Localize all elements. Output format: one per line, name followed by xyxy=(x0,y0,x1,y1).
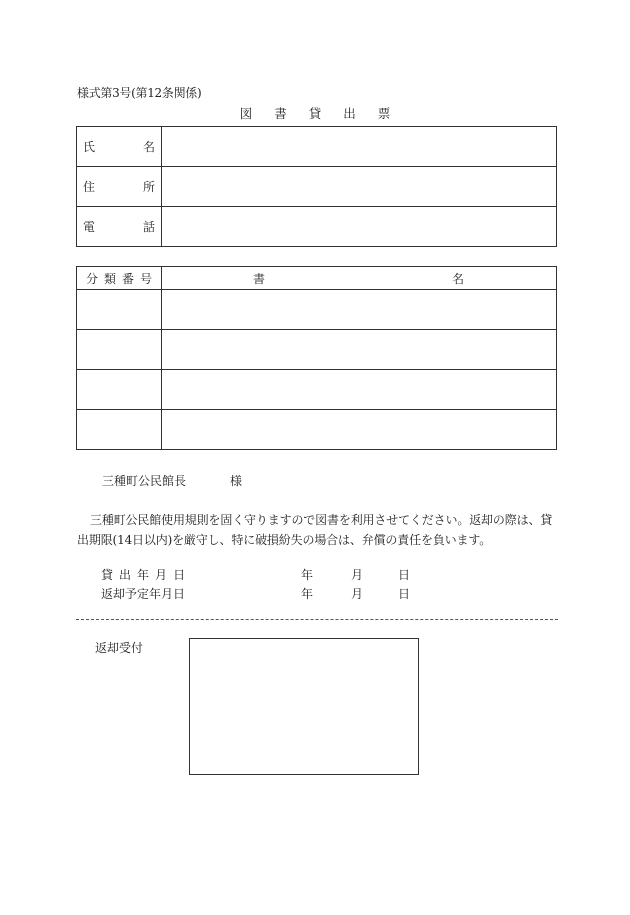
title-char: 図 xyxy=(239,106,253,121)
book-title-cell[interactable] xyxy=(162,370,557,410)
phone-field[interactable] xyxy=(162,207,557,247)
book-title-cell[interactable] xyxy=(162,330,557,370)
title-char: 票 xyxy=(377,106,391,121)
book-title-cell[interactable] xyxy=(162,410,557,450)
return-date-row xyxy=(101,585,421,601)
name-field[interactable] xyxy=(162,127,557,167)
book-row xyxy=(77,410,557,450)
statement-text: 三種町公民館使用規則を固く守りますので図書を利用させてください。返却の際は、貸出期限(14日以内)を厳守し、特に破損紛失の場合は、弁償の責任を負います。 xyxy=(77,513,553,547)
address-field[interactable] xyxy=(162,167,557,207)
cut-line-divider xyxy=(76,619,558,620)
book-title-cell[interactable] xyxy=(162,290,557,330)
applicant-table xyxy=(76,126,557,247)
phone-label: 電 話 xyxy=(77,207,162,247)
loan-date-label: 貸 出 年 月 日 xyxy=(101,568,186,582)
document-title xyxy=(0,104,630,122)
applicant-row-name xyxy=(77,127,557,167)
title-char: 貸 xyxy=(308,106,322,121)
books-header-row xyxy=(77,267,557,290)
title-char: 出 xyxy=(343,106,356,121)
return-day-label: 日 xyxy=(398,587,411,601)
addressee-name: 三種町公民館長 xyxy=(102,474,187,488)
classification-cell[interactable] xyxy=(77,290,162,330)
classification-cell[interactable] xyxy=(77,330,162,370)
return-year-label: 年 xyxy=(301,587,314,601)
book-row xyxy=(77,290,557,330)
return-date-label: 返却予定年月日 xyxy=(101,587,186,601)
title-char: 書 xyxy=(274,106,287,121)
loan-date-row xyxy=(101,566,421,582)
book-row xyxy=(77,370,557,410)
book-row xyxy=(77,330,557,370)
loan-year-label: 年 xyxy=(301,568,314,582)
classification-number-header: 分 類 番 号 xyxy=(77,267,162,290)
applicant-row-phone xyxy=(77,207,557,247)
return-receipt-label: 返却受付 xyxy=(95,641,144,655)
book-title-header: 書 名 xyxy=(162,267,557,290)
name-label: 氏 名 xyxy=(77,127,162,167)
addressee-honorific: 様 xyxy=(230,474,243,488)
return-receipt-stamp-box[interactable] xyxy=(189,638,419,775)
return-month-label: 月 xyxy=(351,587,364,601)
classification-cell[interactable] xyxy=(77,370,162,410)
addressee xyxy=(102,472,242,489)
books-table xyxy=(76,266,557,450)
address-label: 住 所 xyxy=(77,167,162,207)
form-number: 様式第3号(第12条関係) xyxy=(77,86,202,100)
applicant-row-address xyxy=(77,167,557,207)
classification-cell[interactable] xyxy=(77,410,162,450)
loan-month-label: 月 xyxy=(351,568,364,582)
loan-day-label: 日 xyxy=(398,568,411,582)
